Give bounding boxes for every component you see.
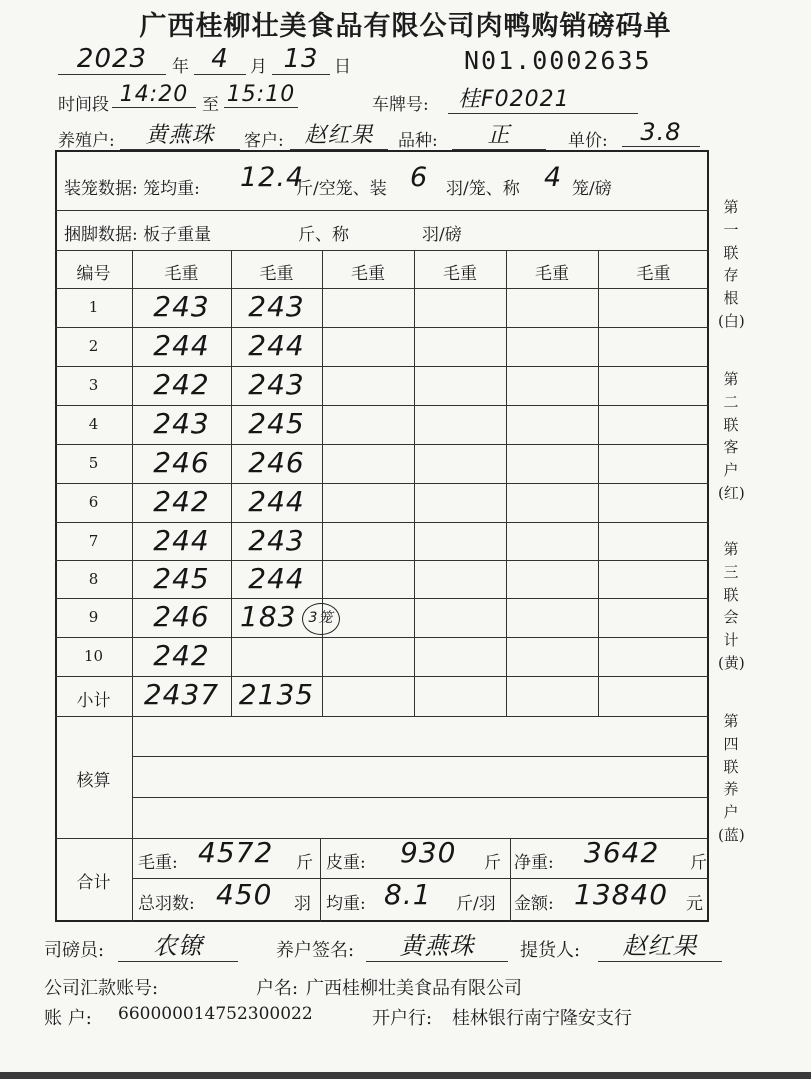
weight-cell: 244 [153, 329, 210, 362]
col-header-weight: 毛重 [636, 264, 671, 284]
net-label: 净重: [514, 853, 554, 873]
copy-label-3: 第三联会计(黄) [718, 540, 745, 672]
check-label: 核算 [76, 771, 111, 791]
weight-cell: 246 [153, 600, 210, 633]
weigher-label: 司磅员: [44, 940, 105, 961]
breeder-label: 养殖户: [58, 131, 115, 151]
weight-cell: 246 [153, 446, 210, 479]
weight-cell: 243 [248, 290, 305, 323]
weight-cell: 243 [153, 290, 210, 323]
unit-price-label: 单价: [568, 131, 608, 151]
rule [55, 637, 709, 638]
birds-unit: 羽 [294, 894, 311, 914]
page-bottom-edge [0, 1072, 811, 1079]
weight-cell: 244 [153, 524, 210, 557]
cage-label: 装笼数据: 笼均重: [64, 179, 200, 199]
picker-signature: 赵红果 [598, 926, 722, 962]
subtotal-w1: 2437 [143, 678, 220, 711]
tie-unit2: 羽/磅 [422, 225, 462, 245]
birds-label: 总羽数: [138, 894, 195, 914]
rule [132, 756, 709, 757]
time-to: 15:10 [224, 82, 298, 108]
serial-prefix: N01. [464, 46, 533, 75]
account-label: 公司汇款账号: [44, 978, 159, 999]
col-header-no: 编号 [76, 264, 111, 284]
avg-value: 8.1 [384, 878, 432, 911]
rule [598, 250, 599, 716]
row-number: 9 [88, 608, 99, 626]
bank-name: 桂林银行南宁隆安支行 [452, 1008, 632, 1029]
copy-label-4: 第四联养户(蓝) [718, 712, 745, 844]
cage-unit2: 羽/笼、称 [446, 179, 520, 199]
breeder-value: 黄燕珠 [120, 118, 240, 150]
amount-value: 13840 [574, 878, 669, 911]
acct-number: 660000014752300022 [118, 1004, 313, 1024]
weight-cell: 242 [153, 485, 210, 518]
rule [506, 250, 507, 716]
tie-unit1: 斤、称 [298, 225, 349, 245]
subtotal-w2: 2135 [238, 678, 315, 711]
tare-value: 930 [400, 836, 457, 869]
col-header-weight: 毛重 [164, 264, 199, 284]
serial-number [464, 46, 652, 75]
rule [510, 838, 511, 922]
weight-cell: 246 [248, 446, 305, 479]
rule [55, 560, 709, 561]
cage-avg-weight: 12.4 [240, 162, 305, 193]
avg-label: 均重: [326, 894, 366, 914]
gross-unit: 斤 [296, 853, 313, 873]
weight-cell: 243 [153, 407, 210, 440]
copy-label-1: 第一联存根(白) [718, 198, 745, 330]
rule [55, 210, 709, 211]
net-unit: 斤 [690, 853, 707, 873]
weight-cell: 244 [248, 329, 305, 362]
bank-label: 开户行: [372, 1008, 433, 1029]
plate-label: 车牌号: [372, 95, 429, 115]
gross-value: 4572 [198, 836, 274, 869]
serial-digits: 0002635 [532, 46, 652, 75]
customer-value: 赵红果 [290, 118, 388, 150]
gross-label: 毛重: [138, 853, 178, 873]
weight-cell: 244 [248, 562, 305, 595]
cage-note: 3笼 [302, 603, 340, 635]
rule [55, 405, 709, 406]
row-number: 1 [88, 298, 99, 316]
date-day-unit: 日 [334, 57, 351, 77]
cage-birds: 6 [410, 162, 429, 193]
weight-cell: 244 [248, 485, 305, 518]
account-name-label: 户名: [256, 978, 299, 999]
row-number: 3 [88, 376, 99, 394]
copy-label-2: 第二联客户(红) [718, 370, 745, 502]
rule [55, 366, 709, 367]
date-year-unit: 年 [172, 57, 189, 77]
net-value: 3642 [584, 836, 660, 869]
col-header-weight: 毛重 [443, 264, 477, 284]
row-number: 6 [88, 493, 99, 511]
col-header-weight: 毛重 [351, 264, 385, 284]
breed-label: 品种: [398, 131, 438, 151]
weight-cell: 245 [248, 407, 305, 440]
weigher-signature: 农镣 [118, 926, 238, 962]
time-label: 时间段 [58, 95, 109, 115]
weight-cell: 242 [153, 368, 210, 401]
row-number: 5 [88, 454, 99, 472]
acct-label: 账 户: [44, 1008, 92, 1029]
total-label: 合计 [76, 873, 111, 893]
breed-value: 正 [452, 118, 546, 150]
rule [55, 250, 709, 251]
plate-value: 桂F02021 [448, 82, 638, 114]
breeder-signature: 黄燕珠 [366, 926, 508, 962]
date-year: 2023 [58, 44, 166, 75]
date-line [58, 44, 358, 78]
amount-label: 金额: [514, 894, 554, 914]
rule [55, 444, 709, 445]
birds-value: 450 [216, 878, 273, 911]
rule [55, 598, 709, 599]
tare-unit: 斤 [484, 853, 501, 873]
amount-unit: 元 [686, 894, 703, 914]
picker-label: 提货人: [520, 940, 581, 961]
date-day: 13 [272, 44, 330, 75]
cage-note-circle [302, 603, 340, 635]
time-from: 14:20 [112, 82, 196, 108]
rule [414, 250, 415, 716]
date-month: 4 [194, 44, 246, 75]
rule [322, 250, 323, 716]
avg-unit: 斤/羽 [456, 894, 496, 914]
rule [55, 676, 709, 677]
tie-label: 捆脚数据: 板子重量 [64, 225, 212, 245]
rule [55, 522, 709, 523]
row-number: 2 [88, 337, 99, 355]
row-number: 10 [83, 647, 104, 665]
rule [55, 288, 709, 289]
rule [55, 483, 709, 484]
tare-label: 皮重: [326, 853, 366, 873]
row-number: 4 [88, 415, 99, 433]
weight-cell: 243 [248, 368, 305, 401]
rule [55, 716, 709, 717]
time-to-label: 至 [202, 95, 219, 115]
cage-unit1: 斤/空笼、装 [296, 179, 387, 199]
breeder-sign-label: 养户签名: [276, 940, 355, 961]
weight-cell: 183 [240, 600, 297, 633]
col-header-weight: 毛重 [535, 264, 569, 284]
rule [55, 327, 709, 328]
form-title: 广西桂柳壮美食品有限公司肉鸭购销磅码单 [139, 11, 672, 42]
col-header-weight: 毛重 [259, 264, 294, 284]
subtotal-label: 小计 [76, 691, 111, 711]
rule [132, 797, 709, 798]
weight-cell: 245 [153, 562, 210, 595]
unit-price-value: 3.8 [622, 118, 700, 147]
cage-unit3: 笼/磅 [572, 179, 612, 199]
account-name: 广西桂柳壮美食品有限公司 [306, 978, 522, 999]
date-month-unit: 月 [250, 57, 267, 77]
rule [320, 838, 321, 922]
weight-cell: 243 [248, 524, 305, 557]
row-number: 8 [88, 570, 99, 588]
weight-cell: 242 [153, 639, 210, 672]
customer-label: 客户: [244, 131, 284, 151]
row-number: 7 [88, 532, 99, 550]
cage-per-weigh: 4 [544, 162, 563, 193]
